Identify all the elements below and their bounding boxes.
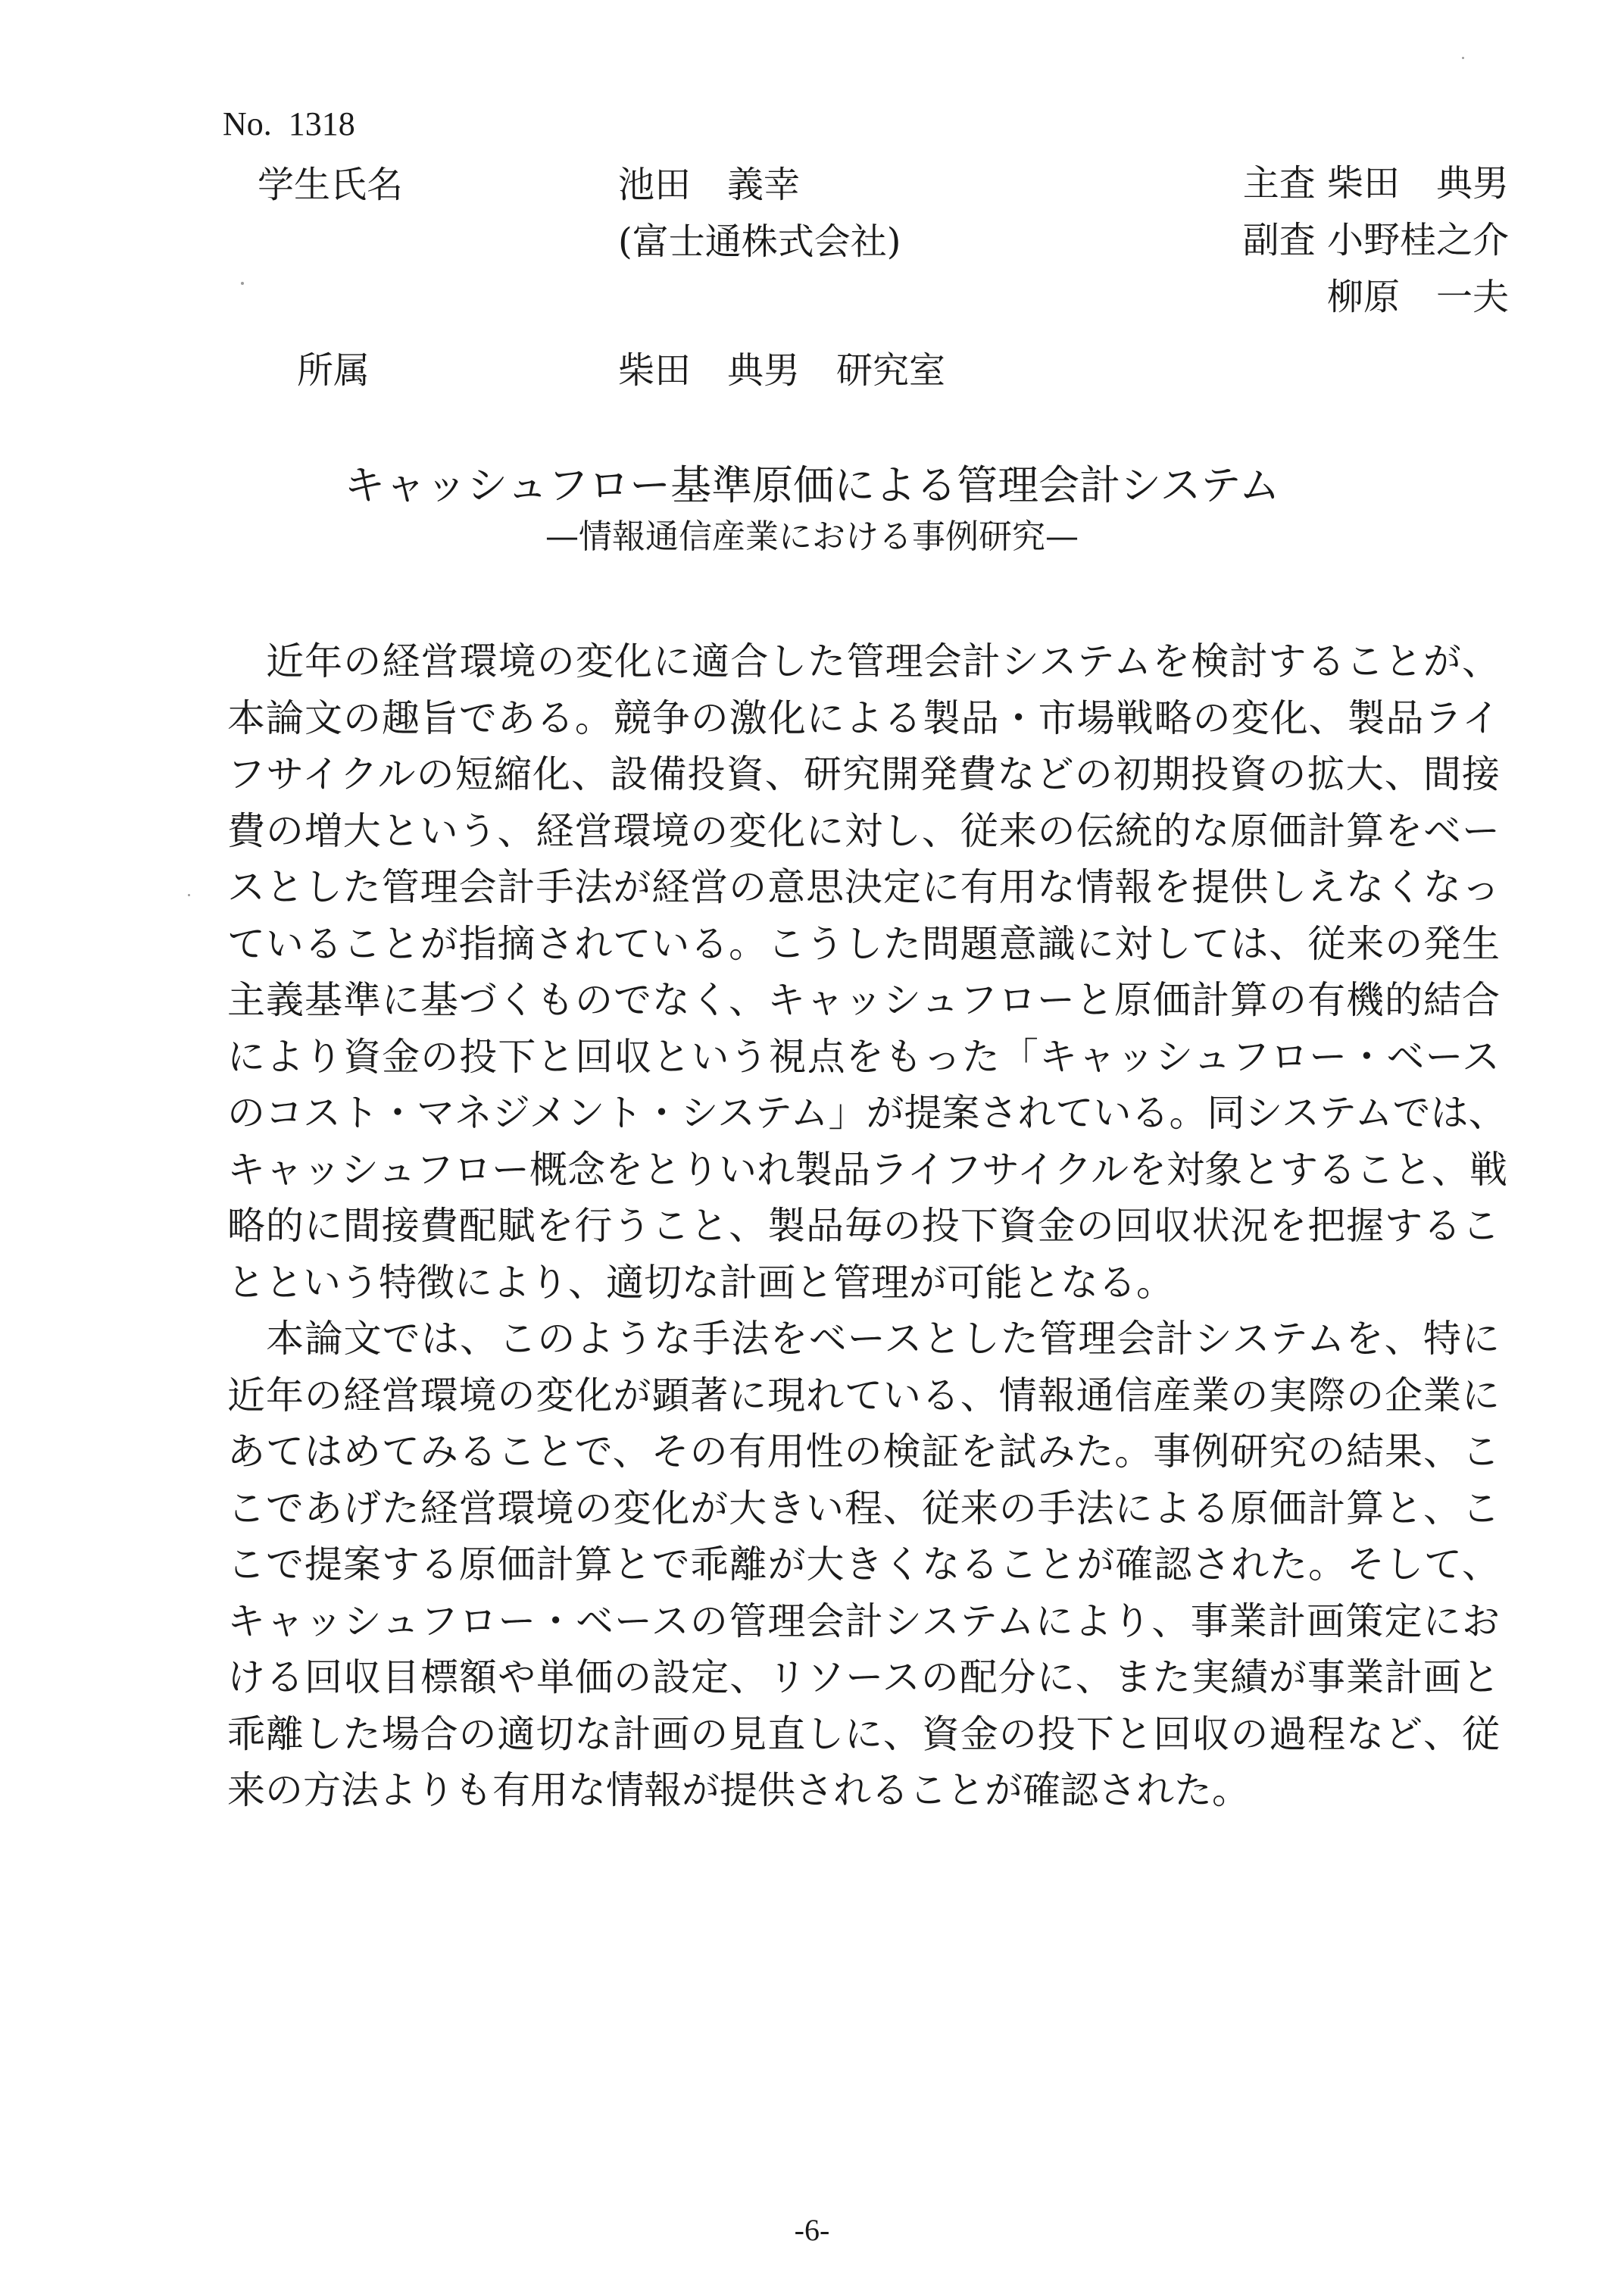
abstract-line: により資金の投下と回収という視点をもった「キャッシュフロー・ベース [227, 1034, 1500, 1079]
student-name: 池田 義幸 [618, 164, 801, 206]
student-name-label: 学生氏名 [258, 164, 404, 206]
affiliation-label: 所属 [297, 349, 370, 392]
abstract-line: ていることが指摘されている。こうした問題意識に対しては、従来の発生 [227, 921, 1500, 966]
abstract-line: キャッシュフロー・ベースの管理会計システムにより、事業計画策定にお [227, 1599, 1500, 1643]
document-number: No. 1318 [223, 105, 355, 142]
abstract-line: 乖離した場合の適切な計画の見直しに、資金の投下と回収の過程など、従 [227, 1711, 1500, 1756]
abstract-line: 来の方法よりも有用な情報が提供されることが確認された。 [227, 1768, 1250, 1812]
abstract-body [227, 633, 1507, 1819]
abstract-line: こで提案する原価計算とで乖離が大きくなることが確認された。そして、 [227, 1542, 1500, 1586]
abstract-line: 本論文では、このような手法をベースとした管理会計システムを、特に [227, 1317, 1500, 1361]
vice-examiner: 副査 小野桂之介 [1242, 219, 1509, 261]
abstract-line: のコスト・マネジメント・システム」が提案されている。同システムでは、 [227, 1091, 1507, 1135]
abstract-line: 近年の経営環境の変化が顕著に現れている、情報通信産業の実際の企業に [227, 1373, 1500, 1417]
abstract-line: とという特徴により、適切な計画と管理が可能となる。 [227, 1260, 1174, 1305]
chief-examiner: 主査 柴田 典男 [1242, 162, 1509, 205]
abstract-line: キャッシュフロー概念をとりいれ製品ライフサイクルを対象とすること、戦 [227, 1147, 1507, 1192]
abstract-line: あてはめてみることで、その有用性の検証を試みた。事例研究の結果、こ [227, 1430, 1500, 1474]
abstract-line: 近年の経営環境の変化に適合した管理会計システムを検討することが、 [227, 639, 1500, 683]
abstract-line: 略的に間接費配賦を行うこと、製品毎の投下資金の回収状況を把握するこ [227, 1204, 1500, 1248]
thesis-subtitle: —情報通信産業における事例研究— [545, 517, 1079, 556]
scan-speck [241, 282, 244, 285]
abstract-line: 主義基準に基づくものでなく、キャッシュフローと原価計算の有機的結合 [227, 978, 1500, 1022]
abstract-line: こであげた経営環境の変化が大きい程、従来の手法による原価計算と、こ [227, 1486, 1500, 1530]
abstract-line: スとした管理会計手法が経営の意思決定に有用な情報を提供しえなくなっ [227, 865, 1500, 909]
student-company: (富士通株式会社) [618, 220, 901, 263]
abstract-line: 費の増大という、経営環境の変化に対し、従来の伝統的な原価計算をベー [227, 808, 1500, 853]
affiliation-value: 柴田 典男 研究室 [618, 349, 946, 392]
scan-speck [188, 894, 190, 896]
vice-examiner-second: 柳原 一夫 [1326, 276, 1509, 318]
page-number: -6- [794, 2213, 830, 2247]
scan-speck [1462, 57, 1464, 59]
abstract-line: ける回収目標額や単価の設定、リソースの配分に、また実績が事業計画と [227, 1655, 1500, 1699]
abstract-line: フサイクルの短縮化、設備投資、研究開発費などの初期投資の拡大、間接 [227, 752, 1500, 796]
abstract-line: 本論文の趣旨である。競争の激化による製品・市場戦略の変化、製品ライ [227, 695, 1500, 740]
examiner-list [1243, 155, 1509, 326]
thesis-title: キャッシュフロー基準原価による管理会計システム [344, 461, 1280, 509]
